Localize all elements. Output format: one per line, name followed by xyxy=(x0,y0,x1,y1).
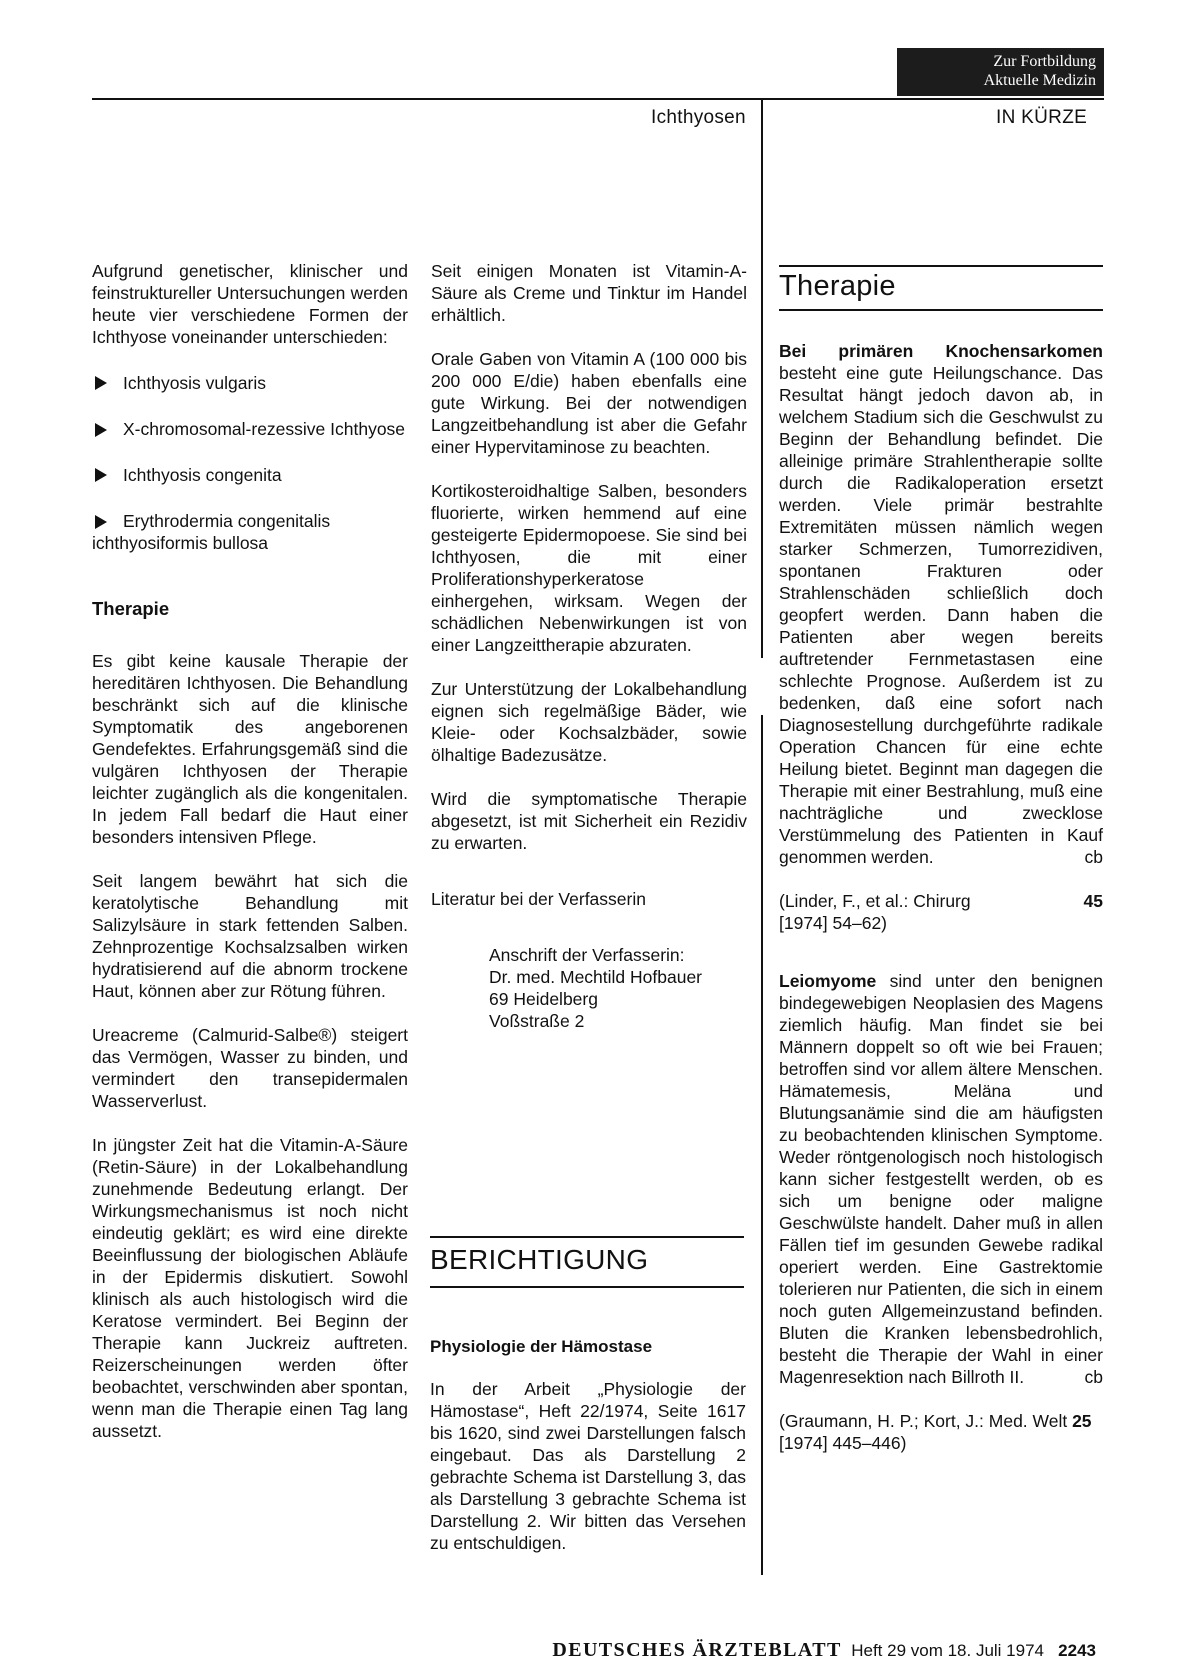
paragraph: In jüngster Zeit hat die Vitamin-A-Säure (Retin-Säure) in der Lokalbehandlung zunehmende Bedeutung erlangt. Der Wirkungsmechanismus ist noch nicht eindeutig geklärt; es wird eine direkte Beeinflussung der biologischen Abläufe in der Epidermis diskutiert. Sowohl klinisch als auch histologisch wird die Keratose vermindert. Bei Beginn der Therapie kann Juckreiz auftreten. Reizerscheinungen werden öfter beobachtet, verschwinden aber spontan, wenn man die Therapie einen Tag lang aussetzt. xyxy=(92,1135,408,1441)
section-badge xyxy=(897,48,1104,96)
triangle-bullet-icon xyxy=(95,515,107,529)
paragraph: Es gibt keine kausale Therapie der hereditären Ichthyosen. Die Behandlung beschränkt sich auf die klinische Symptomatik des angeborenen Gendefektes. Erfahrungsgemäß sind die vulgären Ichthyosen der Therapie leichter zugänglich als die kongenitalen. In jedem Fall bedarf die Haut einer besonders intensiven Pflege. xyxy=(92,651,408,847)
brief-lead: Leiomyome xyxy=(779,971,877,991)
author-sign: cb xyxy=(1084,847,1103,867)
magazine-name: DEUTSCHES ÄRZTEBLATT xyxy=(552,1639,842,1661)
column-divider xyxy=(761,98,763,658)
badge-line-1: Zur Fortbildung xyxy=(993,53,1096,70)
header-section: IN KÜRZE xyxy=(996,107,1088,128)
reference: (Graumann, H. P.; Kort, J.: Med. Welt 25 [1974] 445–446) xyxy=(779,1411,1092,1453)
page-number: 2243 xyxy=(1058,1641,1096,1660)
intro-paragraph: Aufgrund genetischer, klinischer und feinstruktureller Untersuchungen werden heute vier verschiedene Formen der Ichthyose voneinander unterschieden: xyxy=(92,261,408,347)
column-3 xyxy=(779,340,1103,1454)
paragraph: Seit einigen Monaten ist Vitamin-A-Säure als Creme und Tinktur im Handel erhältlich. xyxy=(431,261,747,325)
paragraph: Zur Unterstützung der Lokalbehandlung eignen sich regelmäßige Bäder, wie Kleie- oder Kochsalzbäder, sowie ölhaltige Badezusätze. xyxy=(431,679,747,765)
paragraph: Ureacreme (Calmurid-Salbe®) steigert das Vermögen, Wasser zu binden, und vermindert den transepidermalen Wasserverlust. xyxy=(92,1025,408,1111)
correction-rule-top xyxy=(430,1236,744,1238)
triangle-bullet-icon xyxy=(95,468,107,482)
list-item: Ichthyosis vulgaris xyxy=(92,372,408,394)
correction-text: In der Arbeit „Physiologie der Hämostase“, Heft 22/1974, Seite 1617 bis 1620, sind zwei Darstellungen falsch eingebaut. Das als Darstellung 2 gebrachte Schema ist Darstellung 3, das als Darstellung 3 gebrachte Schema ist Darstellung 2. Wir bitten das Versehen zu entschuldigen. xyxy=(430,1379,746,1553)
author-address: Anschrift der Verfasserin: Dr. med. Mechtild Hofbauer 69 Heidelberg Voßstraße 2 xyxy=(489,945,703,1031)
literature-note: Literatur bei der Verfasserin xyxy=(431,889,646,909)
issue-info: Heft 29 vom 18. Juli 1974 xyxy=(851,1641,1044,1660)
column-1 xyxy=(92,260,408,1442)
badge-line-2: Aktuelle Medizin xyxy=(983,72,1096,89)
header-topic: Ichthyosen xyxy=(651,107,746,128)
paragraph: Wird die symptomatische Therapie abgesetzt, ist mit Sicherheit ein Rezidiv zu erwarten. xyxy=(431,789,747,853)
list-item: Ichthyosis congenita xyxy=(92,464,408,486)
correction-rule-bottom xyxy=(430,1286,744,1288)
correction-block xyxy=(430,1336,746,1554)
list-item: Erythrodermia congenitalis ichthyosiformis bullosa xyxy=(92,511,331,553)
column-2 xyxy=(431,260,747,1032)
brief-section-title: Therapie xyxy=(779,270,896,302)
correction-title: BERICHTIGUNG xyxy=(430,1244,649,1275)
brief-rule-bottom xyxy=(779,309,1103,311)
page-footer xyxy=(552,1639,1096,1662)
brief-lead: Bei primären Knochensarkomen xyxy=(779,341,1103,361)
triangle-bullet-icon xyxy=(95,423,107,437)
brief-item: Leiomyome sind unter den benignen bindegewebigen Neoplasien des Magens ziemlich häufig. Man findet sie bei Männern doppelt so oft wie bei Frauen; betroffen sind vor allem ältere Menschen. Hämatemesis, Meläna und Blutungsanämie sind die am häufigsten zu beobachtenden klinischen Symptome. Weder röntgenologisch noch histologisch kann sicher festgestellt werden, ob es sich um benigne oder maligne Geschwülste handelt. Daher muß in allen Fällen tief im gesunden Gewebe radikal operiert werden. Eine Gastrektomie tolerieren nur Patienten, die sich in einem noch guten Allgemeinzustand befinden. Bluten die Kranken lebensbedrohlich, besteht die Therapie der Wahl in einer Magenresektion nach Billroth II. cb xyxy=(779,971,1103,1387)
correction-heading: Physiologie der Hämostase xyxy=(430,1337,653,1356)
brief-rule-top xyxy=(779,265,1103,267)
paragraph: Kortikosteroidhaltige Salben, besonders fluorierte, wirken hemmend auf eine gesteigerte Epidermopoese. Sie sind bei Ichthyosen, die mit einer Proliferationshyperkeratose einhergehen, wirksam. Wegen der schädlichen Nebenwirkungen ist von einer Langzeittherapie abzuraten. xyxy=(431,481,747,655)
paragraph: Seit langem bewährt hat sich die keratolytische Behandlung mit Salizylsäure in stark fettenden Salben. Zehnprozentige Kochsalzsalben wirken hydratisierend auf die abnorm trockene Haut, können aber zur Rötung führen. xyxy=(92,871,408,1001)
brief-item: Bei primären Knochensarkomen besteht eine gute Heilungschance. Das Resultat hängt jedoch davon ab, in welchem Stadium sich die Geschwulst zu Beginn der Behandlung befindet. Die alleinige primäre Strahlentherapie sollte durch die Radikaloperation ersetzt werden. Viele primär bestrahlte Extremitäten müssen nämlich wegen starker Schmerzen, Tumorrezidiven, spontanen Frakturen oder Strahlenschäden schließlich doch geopfert werden. Dann haben die Patienten aber wegen bereits auftretender Fernmetastasen eine schlechte Prognose. Außerdem ist zu bedenken, daß eine sofort nach Diagnosestellung durchgeführte radikale Operation Chancen für eine echte Heilung bietet. Beginnt man dagegen die Therapie mit einer Bestrahlung, muß eine nachträgliche und zwecklose Verstümmelung des Patienten in Kauf genommen werden. cb xyxy=(779,341,1103,867)
reference: (Linder, F., et al.: Chirurg 45 [1974] 54–62) xyxy=(779,891,1103,933)
author-sign: cb xyxy=(1084,1367,1103,1387)
section-heading: Therapie xyxy=(92,598,170,619)
paragraph: Orale Gaben von Vitamin A (100 000 bis 200 000 E/die) haben ebenfalls eine gute Wirkung. Bei der notwendigen Langzeitbehandlung ist aber die Gefahr einer Hypervitaminose zu beachten. xyxy=(431,349,747,457)
triangle-bullet-icon xyxy=(95,376,107,390)
column-divider-lower xyxy=(761,715,763,1575)
header-rule xyxy=(92,98,1104,100)
list-item: X-chromosomal-rezessive Ichthyose xyxy=(92,418,408,440)
